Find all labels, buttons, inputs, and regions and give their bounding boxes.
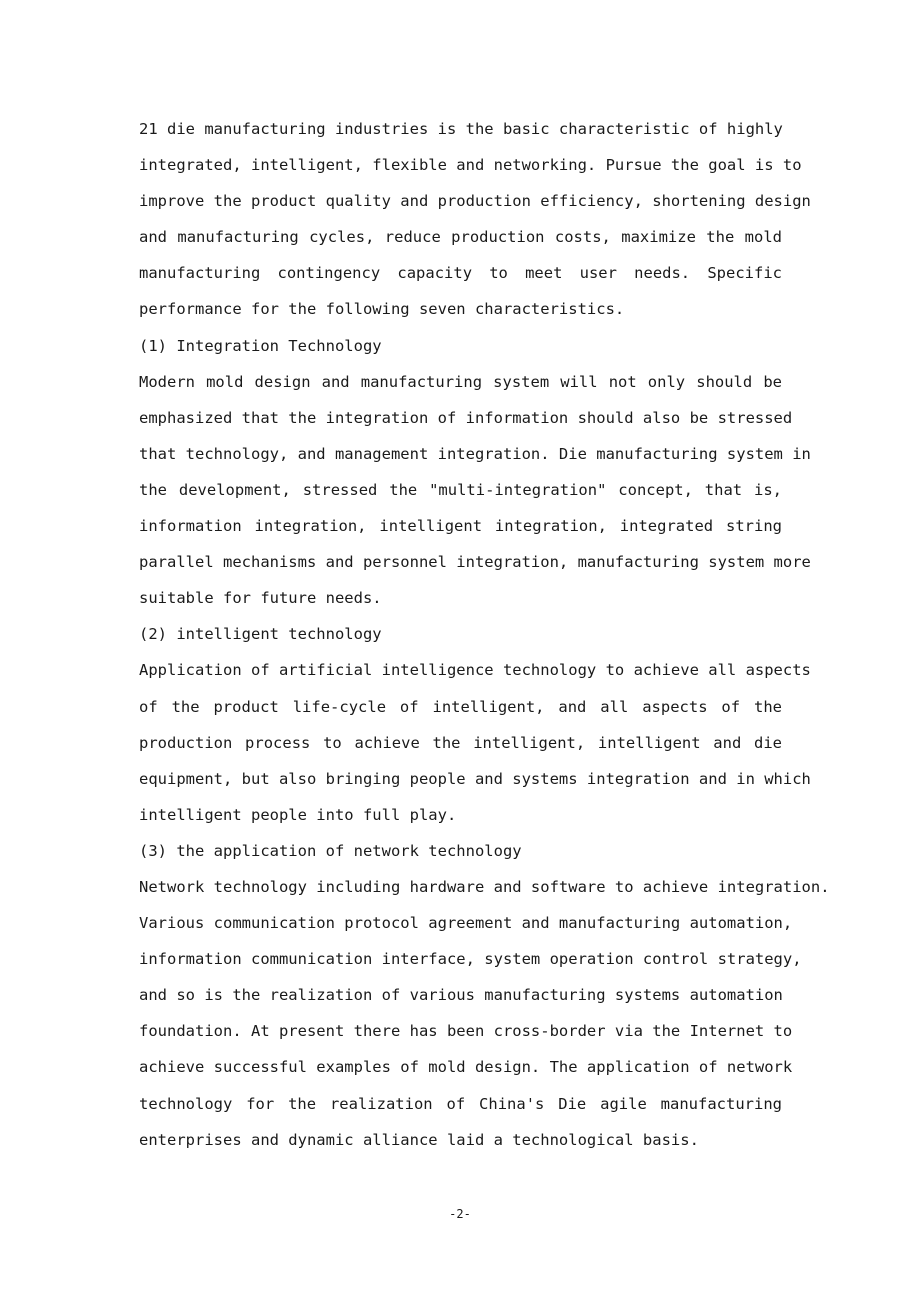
text-line: and manufacturing cycles, reduce production costs, maximize the mold (139, 228, 782, 247)
text-line: foundation. At present there has been cross-border via the Internet to (139, 1022, 793, 1041)
text-line: Application of artificial intelligence technology to achieve all aspects (139, 661, 811, 680)
text-line: Network technology including hardware and software to achieve integration. (139, 877, 830, 896)
text-line: emphasized that the integration of information should also be stressed (139, 408, 793, 427)
text-line: parallel mechanisms and personnel integration, manufacturing system more (139, 553, 811, 572)
text-line: that technology, and management integration. Die manufacturing system in (139, 444, 811, 463)
text-line: enterprises and dynamic alliance laid a technological basis. (139, 1130, 699, 1149)
text-line: suitable for future needs. (139, 589, 382, 608)
text-line: production process to achieve the intelligent, intelligent and die (139, 733, 782, 752)
text-line: achieve successful examples of mold design. The application of network (139, 1058, 793, 1077)
text-line: equipment, but also bringing people and systems integration and in which (139, 769, 811, 788)
text-line: (1) Integration Technology (139, 336, 382, 355)
text-line: (3) the application of network technology (139, 841, 522, 860)
text-line: information integration, intelligent integration, integrated string (139, 517, 782, 536)
text-line: improve the product quality and production efficiency, shortening design (139, 192, 811, 211)
text-line: Modern mold design and manufacturing system will not only should be (139, 372, 782, 391)
page-number: -2- (449, 1207, 471, 1221)
text-line: Various communication protocol agreement and manufacturing automation, (139, 914, 793, 933)
text-line: integrated, intelligent, flexible and networking. Pursue the goal is to (139, 156, 802, 175)
text-line: intelligent people into full play. (139, 805, 457, 824)
body-text (139, 111, 830, 1158)
text-line: and so is the realization of various manufacturing systems automation (139, 986, 783, 1005)
text-line: the development, stressed the "multi-integration" concept, that is, (139, 480, 782, 499)
text-line: manufacturing contingency capacity to meet user needs. Specific (139, 264, 782, 283)
text-line: technology for the realization of China's Die agile manufacturing (139, 1094, 782, 1113)
text-line: information communication interface, system operation control strategy, (139, 950, 802, 969)
text-line: 21 die manufacturing industries is the basic characteristic of highly (139, 120, 783, 138)
text-line: (2) intelligent technology (139, 625, 382, 644)
text-line: of the product life-cycle of intelligent, and all aspects of the (139, 697, 782, 716)
text-line: performance for the following seven characteristics. (139, 300, 625, 319)
